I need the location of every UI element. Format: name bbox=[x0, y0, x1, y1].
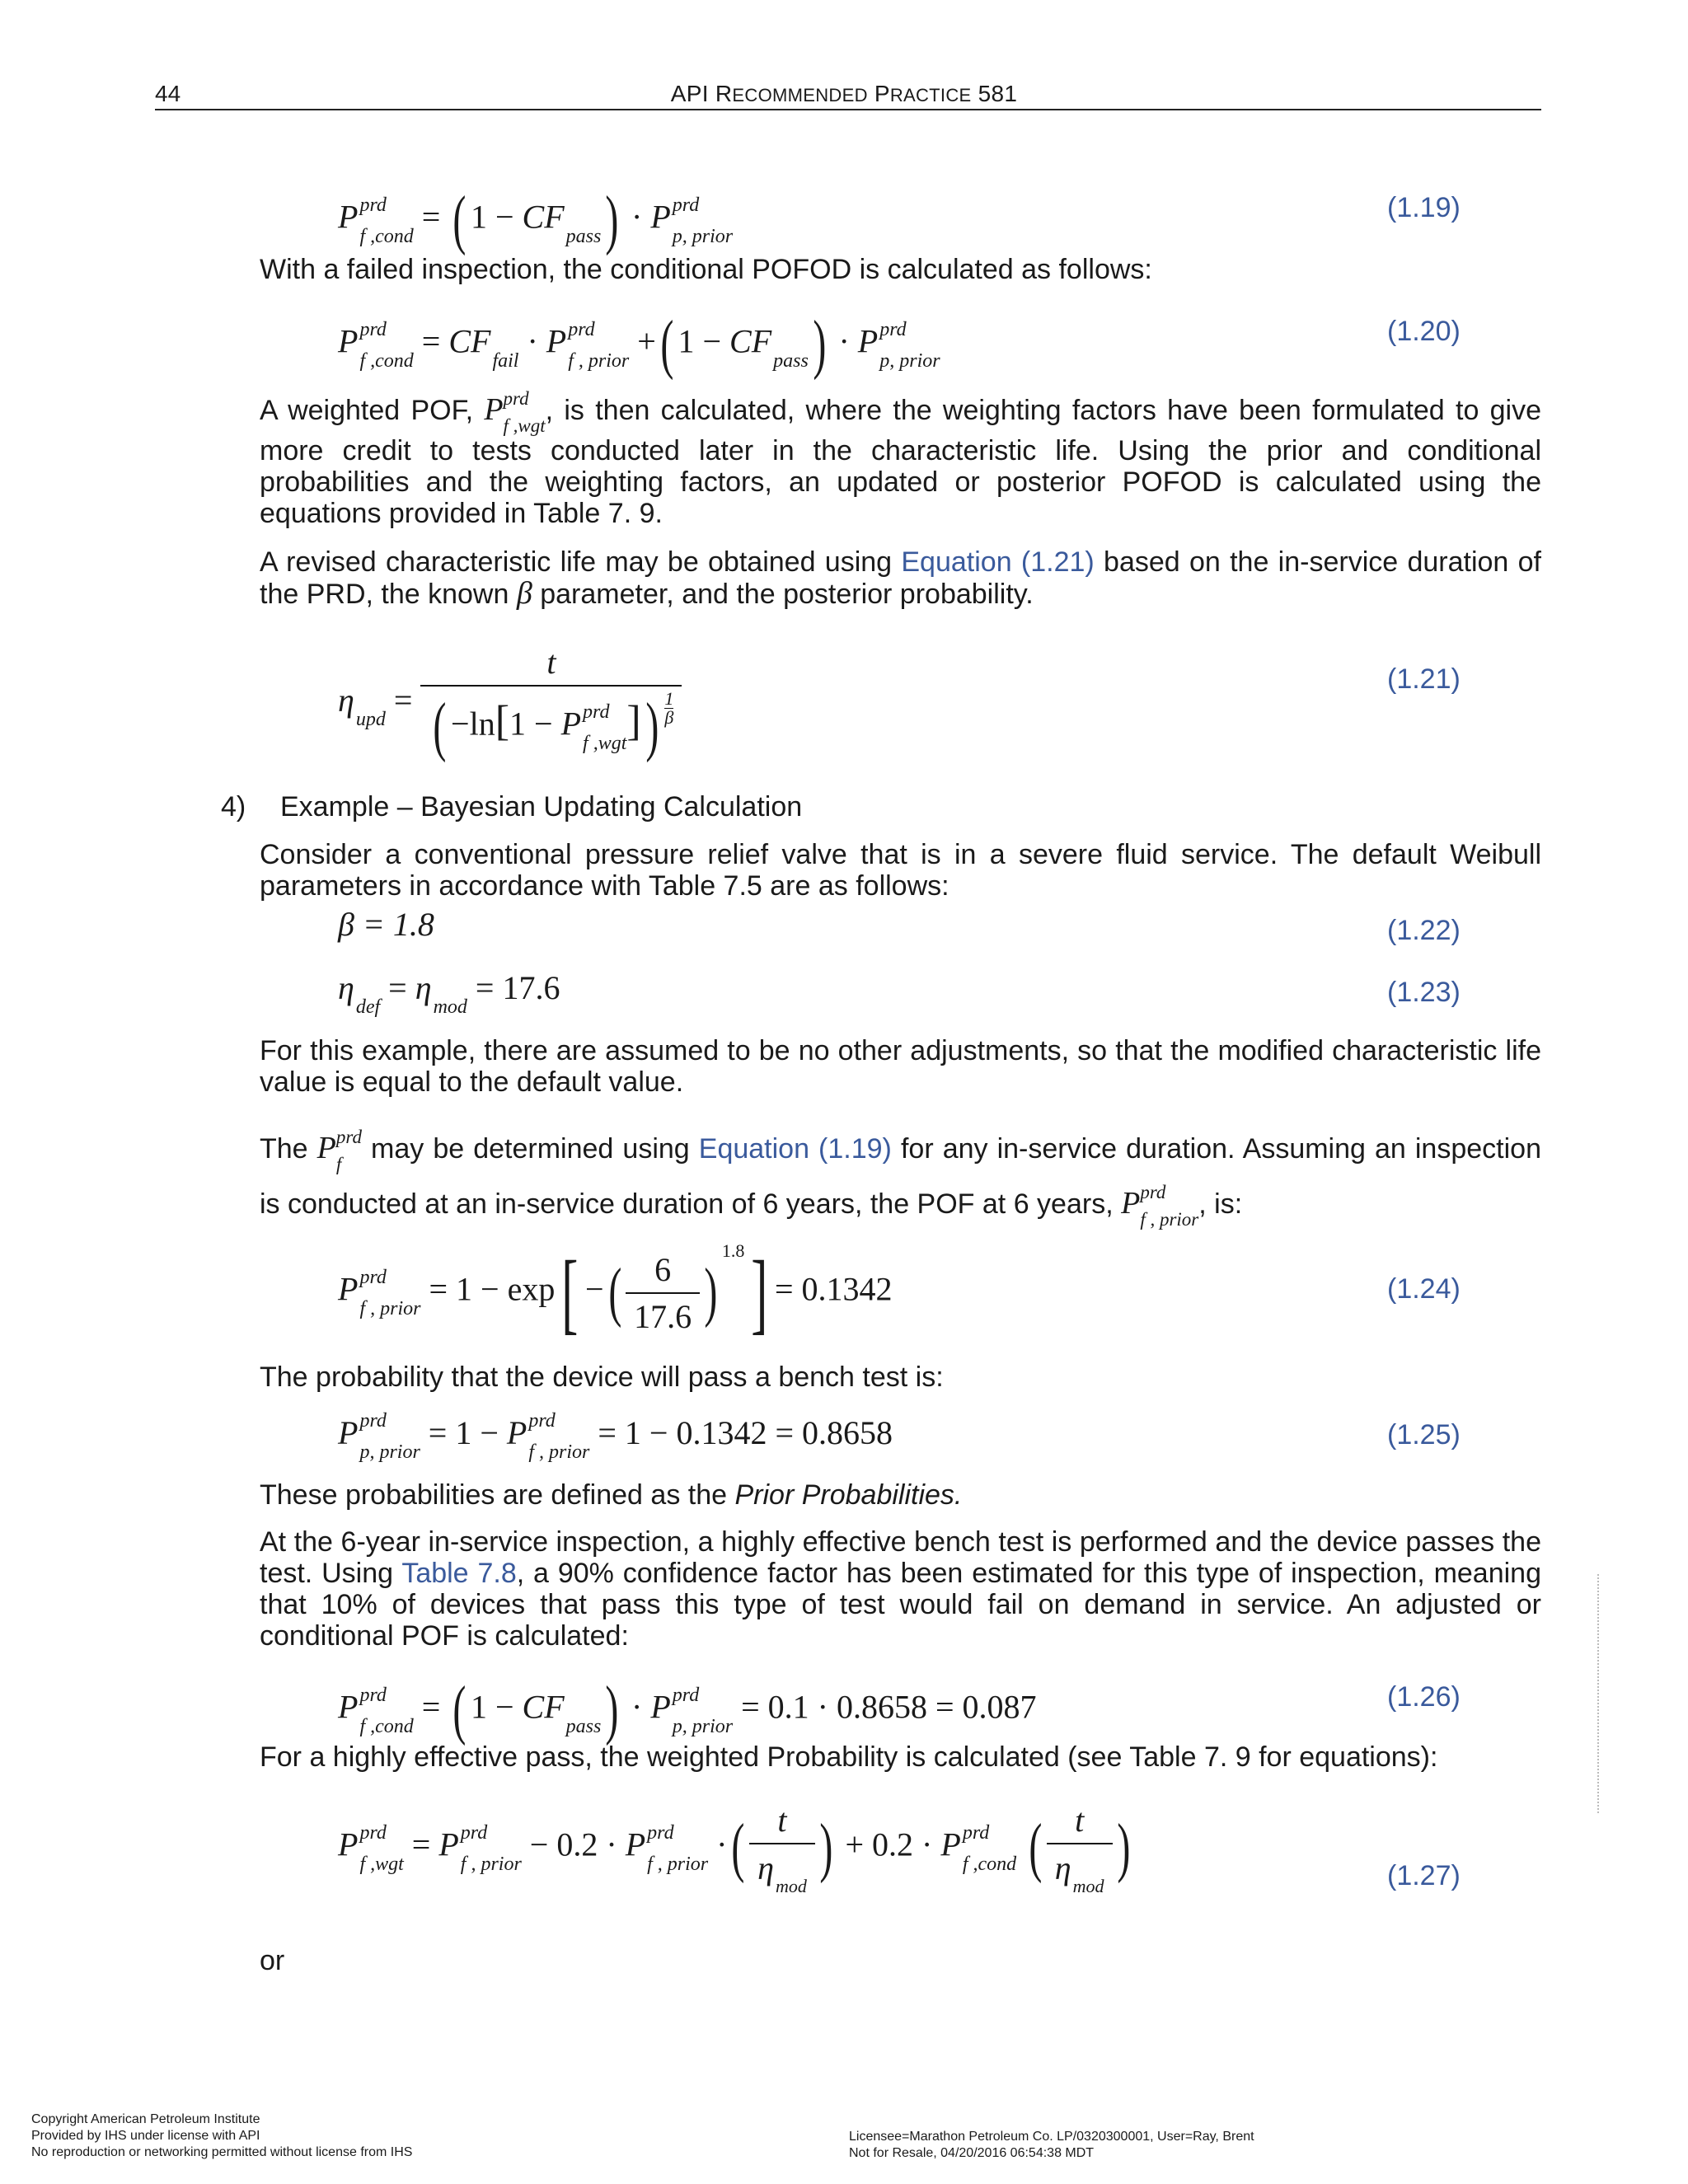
paragraph: A revised characteristic life may be obtained using Equation (1.21) based on the in-service duration of the PRD, the known β parameter, and the posterior probability. bbox=[260, 546, 1541, 611]
margin-mark bbox=[1597, 1574, 1601, 1813]
paragraph: or bbox=[260, 1945, 285, 1976]
equation-1-21: η upd = t ( −ln[1 − P prd f ,wgt ]) $\frac{1}{\beta}$ bbox=[338, 643, 682, 765]
equation-1-22: β = 1.8 bbox=[338, 906, 434, 943]
footer-license: Licensee=Marathon Petroleum Co. LP/0320300001, User=Ray, Brent Not for Resale, 04/20/2016 06:54:38 MDT bbox=[849, 2130, 1254, 2160]
equation-1-25: P prd p, prior = 1 − P prd f , prior = 1 − 0.1342 = 0.8658 bbox=[338, 1410, 893, 1463]
equation-1-27: P prd f ,wgt = P prd f , prior − 0.2 · P prd f , prior ·( t η mod ) + 0.2 · P prd f ,cond ( t η mod ) bbox=[338, 1802, 1130, 1896]
header-rule bbox=[155, 109, 1541, 110]
footer-copyright: Copyright American Petroleum Institute Provided by IHS under license with API No reproduction or networking permitted without license from IHS bbox=[31, 2112, 413, 2159]
equation-1-20: P prd f ,cond = CF fail · P prd f , prior +( 1 − CF pass ) · P prd p, prior bbox=[338, 308, 940, 381]
paragraph: The probability that the device will pass a bench test is: bbox=[260, 1361, 944, 1393]
table-link[interactable]: Table 7.8 bbox=[401, 1558, 517, 1589]
equation-1-23: η def = η mod = 17.6 bbox=[338, 969, 560, 1018]
equation-number: (1.27) bbox=[1387, 1860, 1461, 1891]
running-header: API RECOMMENDED PRACTICE 581 bbox=[670, 81, 1018, 106]
page-number: 44 bbox=[155, 81, 181, 106]
list-item-4: 4) Example – Bayesian Updating Calculation bbox=[221, 791, 803, 823]
paragraph: The P prd f may be determined using Equation (1.19) for any in-service duration. Assuming an inspection is conducted at an in-service duration of 6 years, the POF at 6 years, P prd f , prior , is: bbox=[260, 1127, 1541, 1230]
equation-number: (1.21) bbox=[1387, 663, 1461, 695]
equation-1-19: P prd f ,cond = ( 1 − CF pass ) · P prd p, prior bbox=[338, 184, 734, 256]
equation-link[interactable]: Equation (1.21) bbox=[901, 546, 1095, 578]
equation-1-24: P prd f , prior = 1 − exp[ −( $\frac{6}{17.6}$ )$^{1.8}$] = 0.1342 bbox=[338, 1240, 893, 1343]
equation-1-26: P prd f ,cond = ( 1 − CF pass ) · P prd p, prior = 0.1 · 0.8658 = 0.087 bbox=[338, 1674, 1037, 1746]
paragraph: With a failed inspection, the conditional POFOD is calculated as follows: bbox=[260, 254, 1152, 285]
equation-number: (1.23) bbox=[1387, 977, 1461, 1008]
equation-number: (1.22) bbox=[1387, 915, 1461, 946]
equation-link[interactable]: Equation (1.19) bbox=[698, 1133, 892, 1165]
equation-number: (1.20) bbox=[1387, 316, 1461, 347]
equation-number: (1.19) bbox=[1387, 192, 1461, 223]
paragraph: These probabilities are defined as the Prior Probabilities. bbox=[260, 1479, 963, 1511]
equation-number: (1.26) bbox=[1387, 1681, 1461, 1713]
paragraph: For this example, there are assumed to be no other adjustments, so that the modified characteristic life value is equal to the default value. bbox=[260, 1035, 1541, 1098]
equation-number: (1.25) bbox=[1387, 1419, 1461, 1451]
equation-number: (1.24) bbox=[1387, 1273, 1461, 1305]
paragraph: For a highly effective pass, the weighted Probability is calculated (see Table 7. 9 for equations): bbox=[260, 1741, 1438, 1773]
paragraph: Consider a conventional pressure relief valve that is in a severe fluid service. The default Weibull parameters in accordance with Table 7.5 are as follows: bbox=[260, 839, 1541, 902]
paragraph: At the 6-year in-service inspection, a highly effective bench test is performed and the device passes the test. Using Table 7.8, a 90% confidence factor has been estimated for this type of inspection, meaning that 10% of devices that pass this type of test would fail on demand in service. An adjusted or conditional POF is calculated: bbox=[260, 1526, 1541, 1652]
paragraph: A weighted POF, P prd f ,wgt , is then calculated, where the weighting factors have been formulated to give more credit to tests conducted later in the characteristic life. Using the prior and conditional probabilities and the weighting factors, an updated or posterior POFOD is calculated using the equations provided in Table 7. 9. bbox=[260, 388, 1542, 529]
